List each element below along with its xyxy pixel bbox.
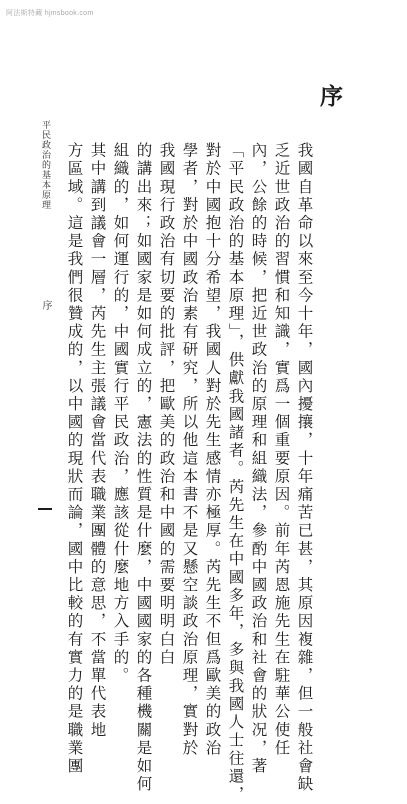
body-line-11: 方區域。這是我們很贊成的，以中國的現狀而論，國中比較的有實力的是職業團 <box>65 142 84 776</box>
body-line-7: 我國現行政治有切要的批評，把歐美的政治和中國的需要明明白白 <box>157 142 176 667</box>
body-line-10: 其中講到議會一層，芮先生主張議會當代表職業團體的意思，不當單代表地 <box>88 142 107 740</box>
body-line-8: 的講出來；如國家是如何成立的，憲法的性質是什麼，中國國家的各種機關是如何 <box>134 142 153 794</box>
preface-heading: 序 <box>316 84 343 111</box>
body-line-3: 內，公餘的時候，把近世政治的原理和組織法，參酌中國政治和社會的狀况，著 <box>249 142 268 776</box>
body-line-6: 學者，對於中國政治素有研究，所以他這本書不是又懸空談政治原理，實對於 <box>180 142 199 758</box>
body-line-1: 我國自革命以來至今十年，國內擾攘，十年痛苦已甚，其原因複雜，但一般社會缺 <box>295 142 314 794</box>
body-line-4: 「平民政治的基本原理」，供獻我國諸者。芮先生在中國多年，多與我國人士往還， <box>226 142 245 804</box>
watermark: 阿法斯特藏 hjmsbook.com <box>6 10 94 17</box>
running-head-title: 平民政治的基本原理 <box>40 120 50 210</box>
page-number <box>38 508 52 510</box>
body-line-9: 組織的，如何運行的，中國實行平民政治，應該從什麼地方入手的。 <box>111 142 130 685</box>
body-line-2: 乏近世政治的習慣和知識，實爲一個重要原因。前年芮恩施先生在駐華公使任 <box>272 142 291 758</box>
running-head-section: 序 <box>40 300 51 311</box>
body-line-5: 對於中國抱十分希望，我國人對於先生感情亦極厚。芮先生不但爲歐美的政治 <box>203 142 222 758</box>
